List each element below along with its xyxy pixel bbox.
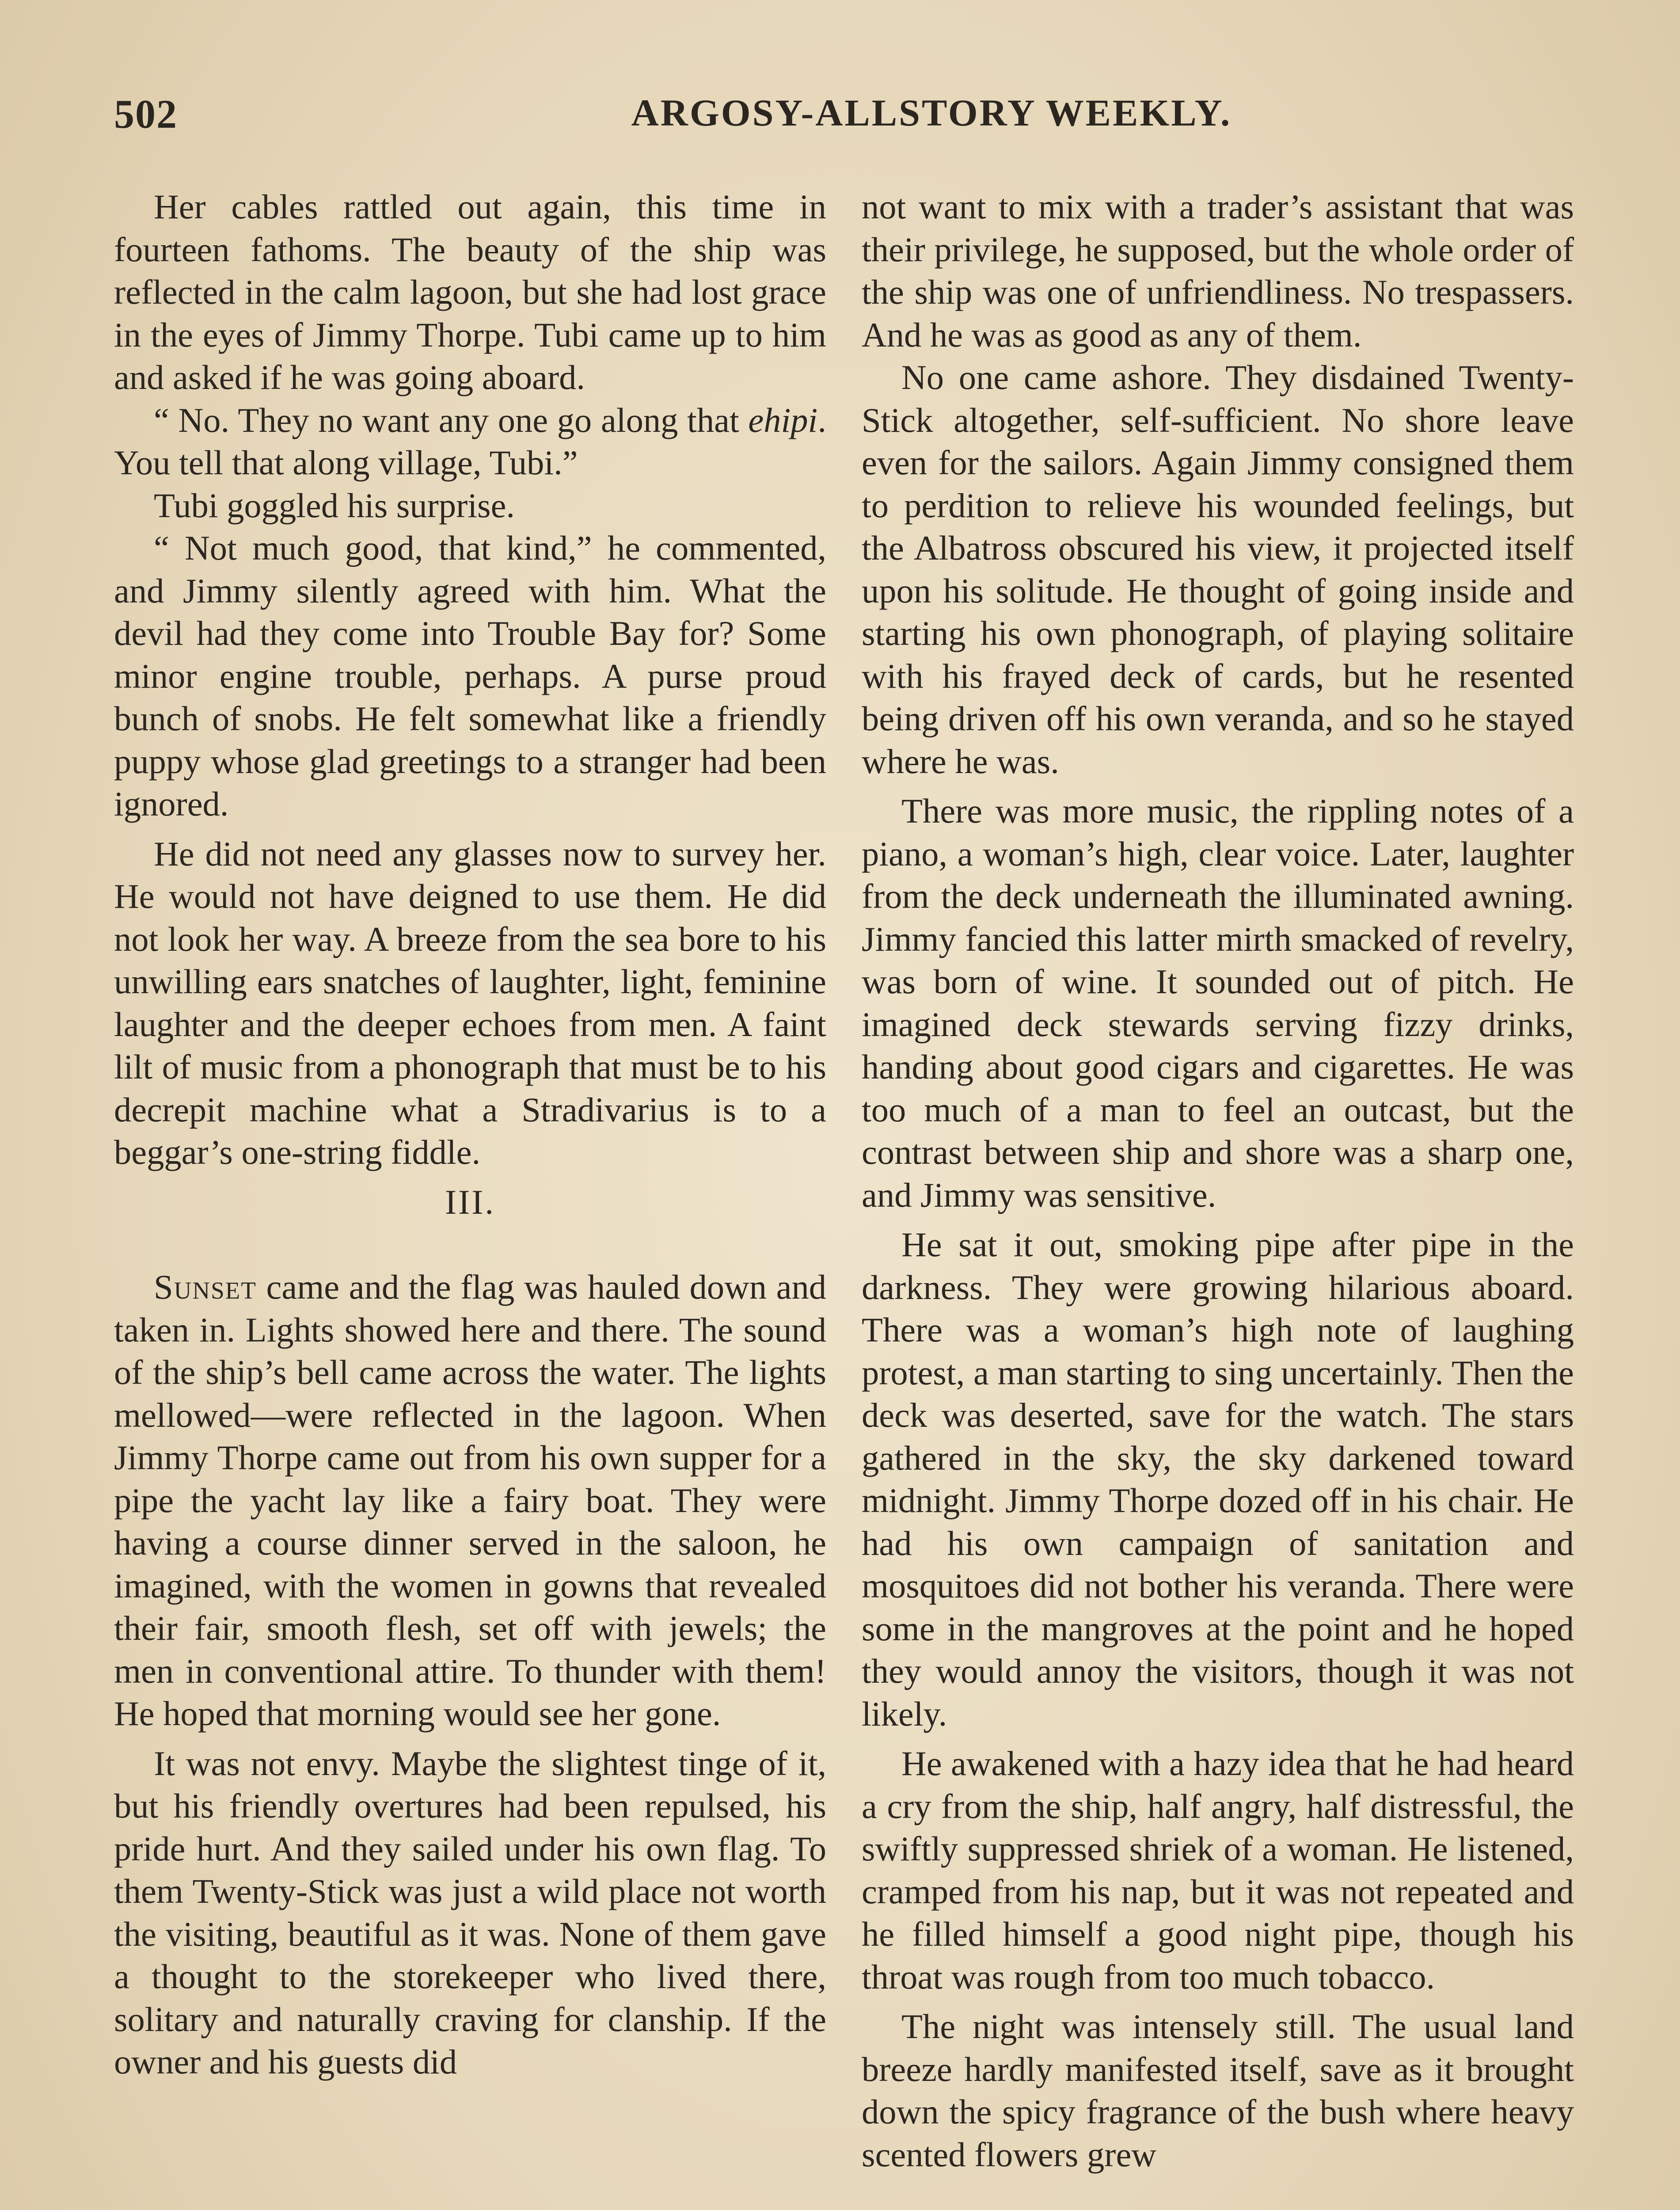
italic-word: ehipi <box>748 400 818 439</box>
paragraph: He sat it out, smoking pipe after pipe in the darkness. They were growing hilarious aboard. There was a woman’s high note of laughing protest, a man starting to sing uncertainly. Then the deck was deserted, save for the watch. The stars gathered in the sky, the sky darkened toward midnight. Jimmy Thorpe dozed off in his chair. He had his own campaign of sanitation and mosquitoes did not bother his veranda. There were some in the mangroves at the point and he hoped they would annoy the visitors, though it was not likely. <box>862 1225 1574 1733</box>
paragraph: Tubi goggled his surprise. <box>154 486 515 525</box>
paragraph: The night was intensely still. The usual land breeze hardly manifested itself, save as it brought down the spicy fragrance of the bush where heavy scented flowers grew <box>862 2007 1574 2174</box>
dialogue-text: “ No. They no want any one go along that <box>154 400 749 439</box>
dialogue-text: . You tell that along village, Tubi.” <box>114 400 826 482</box>
paragraph: There was more music, the rippling notes of a piano, a woman’s high, clear voice. Later, laughter from the deck underneath the illuminated awning. Jimmy fancied this latter mirth smacked of revelry, was born of wine. It sounded out of pitch. He imagined deck stewards serving fizzy drinks, handing about good cigars and cigarettes. He was too much of a man to feel an outcast, but the contrast between ship and shore was a sharp one, and Jimmy was sensitive. <box>862 792 1574 1214</box>
smallcaps-lead: Sunset <box>154 1268 257 1306</box>
paragraph: “ Not much good, that kind,” he commented, and Jimmy silently agreed with him. What the devil had they come into Trouble Bay for? Some minor engine trouble, perhaps. A purse proud bunch of snobs. He felt somewhat like a friendly puppy whose glad greetings to a stranger had been ignored. <box>114 529 826 823</box>
running-title: ARGOSY-ALLSTORY WEEKLY. <box>631 91 1232 134</box>
paragraph: It was not envy. Maybe the slightest tinge of it, but his friendly overtures had been repulsed, his pride hurt. And they sailed under his own flag. To them Twenty-Stick was just a wild place not worth the visiting, beautiful as it was. None of them gave a thought to the storekeeper who lived there, solitary and naturally craving for clanship. If the owner and his guests did <box>114 1744 826 2081</box>
paragraph <box>114 399 826 484</box>
paragraph: No one came ashore. They disdained Twenty-Stick altogether, self-sufficient. No shore leave even for the sailors. Again Jimmy consigned them to perdition to relieve his wounded feelings, but the Albatross obscured his view, it projected itself upon his solitude. He thought of going inside and starting his own phonograph, of playing solitaire with his frayed deck of cards, but he resented being driven off his own veranda, and so he stayed where he was. <box>862 358 1574 781</box>
paragraph-text: came and the flag was hauled down and taken in. Lights showed here and there. The sound of the ship’s bell came across the water. The lights mellowed—were reflected in the lagoon. When Jimmy Thorpe came out from his own supper for a pipe the yacht lay like a fairy boat. They were having a course dinner served in the saloon, he imagined, with the women in gowns that revealed their fair, smooth flesh, set off with jewels; the men in conventional attire. To thunder with them! He hoped that morning would see her gone. <box>114 1268 826 1733</box>
paragraph <box>114 1266 826 1735</box>
paragraph: He did not need any glasses now to survey her. He would not have deigned to use them. He did not look her way. A breeze from the sea bore to his unwilling ears snatches of laughter, light, feminine laughter and the deeper echoes from men. A faint lilt of music from a phonograph that must be to his decrepit machine what a Stradivarius is to a beggar’s one-string fiddle. <box>114 834 826 1171</box>
section-heading: III. <box>445 1182 496 1221</box>
page-header <box>114 91 1572 139</box>
page-number: 502 <box>114 91 178 137</box>
paragraph: Her cables rattled out again, this time in fourteen fathoms. The beauty of the ship was reflected in the calm lagoon, but she had lost grace in the eyes of Jimmy Thorpe. Tubi came up to him and asked if he was going aboard. <box>114 187 826 396</box>
paragraph: He awakened with a hazy idea that he had heard a cry from the ship, half angry, half distressful, the swiftly suppressed shriek of a woman. He listened, cramped from his nap, but it was not repeated and he filled himself a good night pipe, though his throat was rough from too much tobacco. <box>862 1744 1574 1996</box>
left-column <box>114 186 826 2084</box>
paragraph-continued: not want to mix with a trader’s assistant that was their privilege, he supposed, but the whole order of the ship was one of unfriendliness. No trespassers. And he was as good as any of them. <box>862 187 1574 354</box>
right-column <box>862 186 1574 2176</box>
